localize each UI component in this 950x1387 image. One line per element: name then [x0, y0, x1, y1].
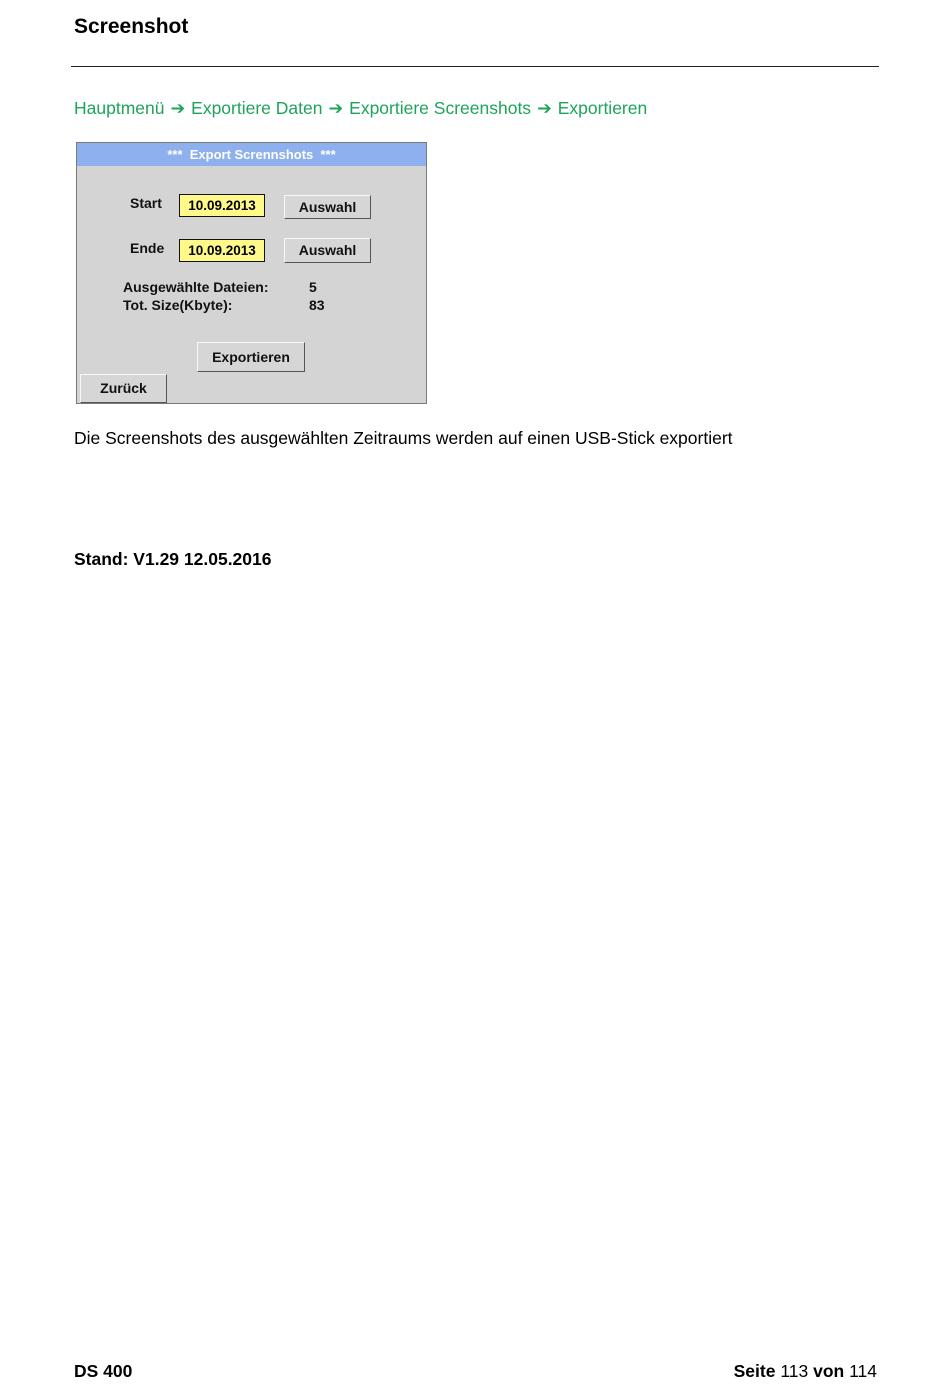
end-select-button[interactable]: Auswahl	[284, 238, 371, 263]
device-screenshot	[76, 142, 427, 404]
arrow-right-icon: ➔	[170, 98, 186, 118]
selected-files-label: Ausgewählte Dateien:	[123, 279, 269, 295]
current-page: 113	[780, 1361, 809, 1381]
arrow-right-icon: ➔	[328, 98, 344, 118]
of-word: von	[813, 1361, 845, 1381]
selected-files-value: 5	[309, 279, 317, 295]
section-heading: Screenshot	[74, 15, 189, 38]
start-date-field[interactable]: 10.09.2013	[179, 194, 265, 217]
description-text: Die Screenshots des ausgewählten Zeitraums werden auf einen USB-Stick exportiert	[74, 428, 733, 448]
arrow-right-icon: ➔	[537, 98, 552, 118]
version-stamp: Stand: V1.29 12.05.2016	[74, 549, 272, 569]
footer-page-number	[734, 1361, 877, 1382]
end-date-field[interactable]: 10.09.2013	[179, 239, 265, 262]
export-button[interactable]: Exportieren	[197, 342, 305, 372]
breadcrumb-item-export: Exportieren	[557, 98, 648, 118]
breadcrumb-item-export-screenshots: Exportiere Screenshots	[349, 98, 532, 118]
page-word: Seite	[733, 1361, 776, 1381]
footer-product: DS 400	[74, 1361, 133, 1381]
total-size-value: 83	[309, 297, 325, 313]
breadcrumb	[74, 98, 647, 119]
heading-divider	[71, 66, 879, 67]
back-button[interactable]: Zurück	[80, 374, 167, 403]
total-size-label: Tot. Size(Kbyte):	[123, 297, 233, 313]
start-label: Start	[130, 195, 162, 211]
breadcrumb-item-main-menu: Hauptmenü	[74, 98, 165, 118]
start-select-button[interactable]: Auswahl	[284, 195, 371, 219]
end-label: Ende	[130, 240, 165, 256]
total-pages: 114	[849, 1361, 877, 1381]
device-title-bar: *** Export Scrennshots ***	[77, 143, 426, 166]
breadcrumb-item-export-data: Exportiere Daten	[191, 98, 323, 118]
